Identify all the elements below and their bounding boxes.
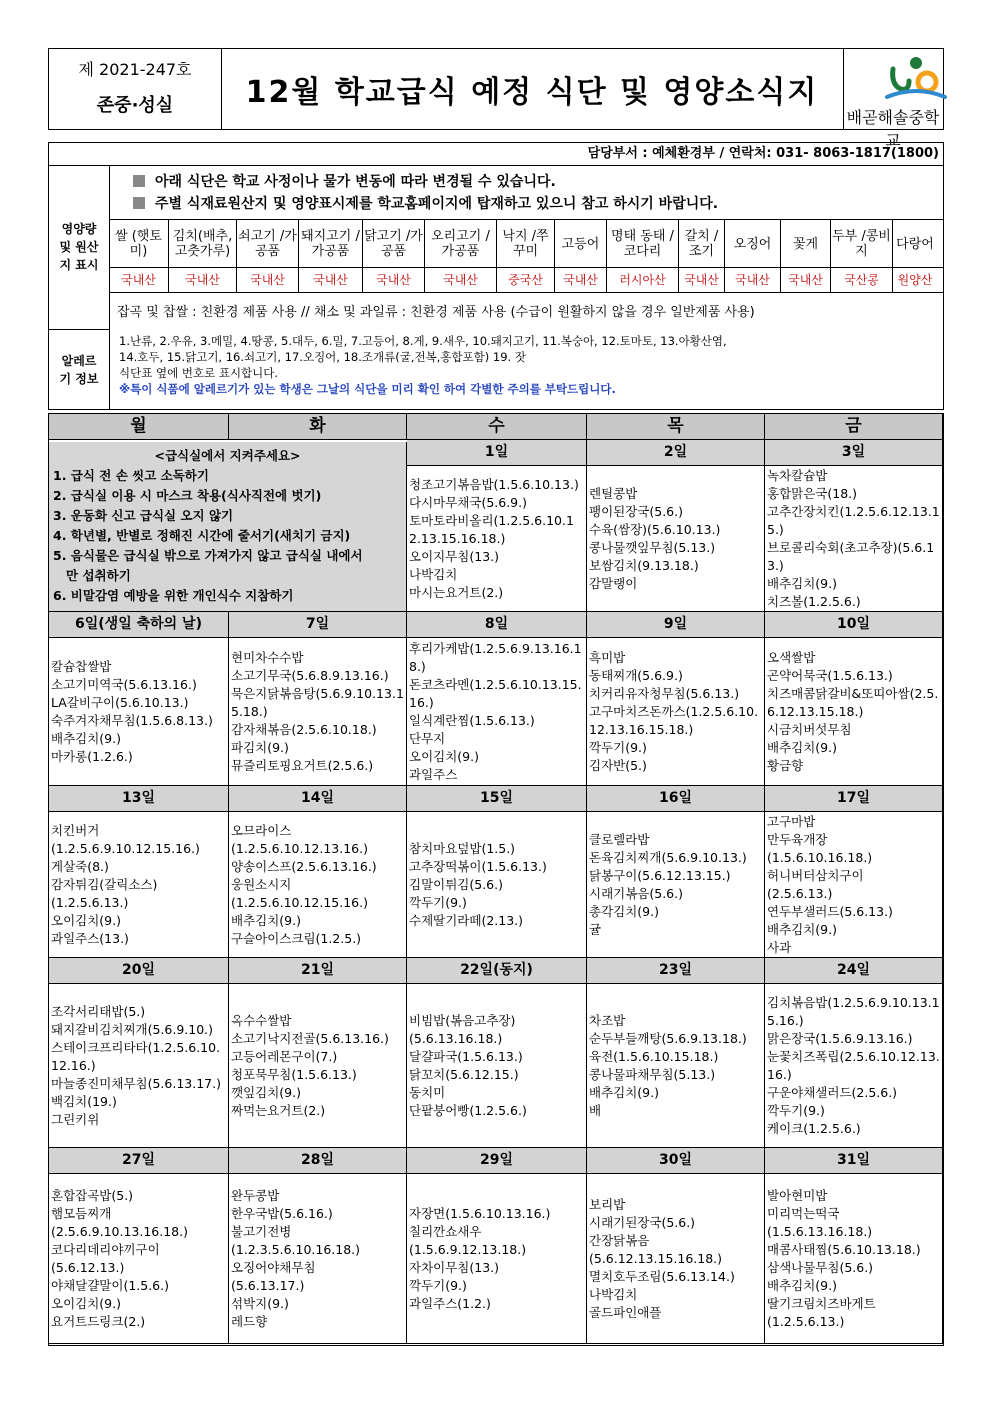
date-header: 17일	[765, 786, 943, 812]
date-header: 2일	[587, 440, 765, 466]
menu-item: 혼합잡곡밥(5.)	[51, 1187, 134, 1203]
allergy-label: 알레르기 정보	[49, 329, 110, 410]
menu-item: 배추김치(9.)	[589, 1084, 659, 1100]
menu-item: 과일주스	[409, 766, 458, 782]
school-logo-icon	[883, 55, 949, 101]
menu-item: (1.5.6.10.16.18.)	[767, 849, 873, 865]
date-header: 9일	[587, 612, 765, 638]
cafeteria-rules	[49, 442, 407, 612]
date-header: 16일	[587, 786, 765, 812]
date-header: 28일	[229, 1148, 407, 1174]
menu-item: 숙주겨자채무침(1.5.6.8.13.)	[51, 712, 213, 728]
menu-item: LA갈비구이(5.6.10.13.)	[51, 694, 189, 710]
menu-item: 시금치버섯무침	[767, 721, 852, 737]
menu-item: 만두육개장	[767, 831, 828, 847]
menu-item: 후리가케밥(1.2.5.6.9.13.16.18.)	[409, 640, 582, 674]
menu-item: 치즈매콤닭갈비&또띠아쌈(2.5.6.12.13.15.18.)	[767, 685, 939, 719]
menu-item: (1.2.3.5.6.10.16.18.)	[231, 1241, 361, 1257]
menu-item: 나박김치	[589, 1286, 638, 1302]
menu-item: 과일주스(1.2.)	[409, 1295, 491, 1311]
menu-cell	[49, 984, 229, 1148]
menu-item: 고구마치즈돈까스(1.2.5.6.10.12.13.16.15.18.)	[589, 703, 759, 737]
menu-item: 소고기낙지전골(5.6.13.16.)	[231, 1030, 389, 1046]
origin-label: 영양량 및 원산지 표시	[49, 165, 110, 329]
menu-item: 섞박지(9.)	[231, 1295, 289, 1311]
menu-item: 조각서리태밥(5.)	[51, 1003, 146, 1019]
menu-item: 햄모듬찌개	[51, 1205, 112, 1221]
menu-item: 클로렐라밥	[589, 831, 650, 847]
menu-item: 한우국밥(5.6.16.)	[231, 1205, 333, 1221]
menu-item: (1.2.5.6.9.10.12.15.16.)	[51, 840, 200, 856]
origin-item: 쌀 (햇토미)	[109, 220, 169, 268]
rules-list	[49, 466, 406, 606]
menu-item: 마카롱(1.2.6.)	[51, 748, 133, 764]
menu-item: 눈꽃치즈폭립(2.5.6.10.12.13.16.)	[767, 1048, 940, 1082]
rule-item: 5. 음식물은 급식실 밖으로 가져가지 않고 급식실 내에서	[53, 548, 363, 563]
origin-item: 꽃게	[781, 220, 831, 268]
allergy-line: 식단표 옆에 번호로 표시합니다.	[119, 366, 279, 380]
date-header: 6일(생일 축하의 날)	[49, 612, 229, 638]
rule-item: 3. 운동화 신고 급식실 오지 않기	[53, 508, 234, 523]
menu-item: 수육(쌈장)(5.6.10.13.)	[589, 521, 721, 537]
menu-item: (1.5.6.9.12.13.18.)	[409, 1241, 527, 1257]
menu-item: 오므라이스	[231, 822, 292, 838]
menu-item: 완두콩밥	[231, 1187, 280, 1203]
date-header: 27일	[49, 1148, 229, 1174]
menu-item: (1.2.5.6.13.)	[51, 894, 129, 910]
origin-item: 오리고기 /가공품	[425, 220, 497, 268]
menu-item: 불고기전병	[231, 1223, 292, 1239]
menu-item: 김자반(5.)	[589, 757, 647, 773]
menu-item: 동태찌개(5.6.9.)	[589, 667, 683, 683]
menu-item: 브로콜리숙회(초고추장)(5.6.13.)	[767, 539, 935, 573]
menu-item: 코다리데리야끼구이	[51, 1241, 160, 1257]
menu-item: 치즈볼(1.2.5.6.)	[767, 593, 861, 609]
menu-item: 백김치(19.)	[51, 1093, 117, 1109]
menu-item: 닭봉구이(5.6.12.13.15.)	[589, 867, 731, 883]
menu-item: 오색쌀밥	[767, 649, 816, 665]
menu-item: (5.6.13.17.)	[231, 1277, 305, 1293]
menu-item: 귤	[589, 921, 602, 937]
menu-item: 배	[589, 1102, 602, 1118]
menu-item: 케이크(1.2.5.6.)	[767, 1120, 861, 1136]
school-motto: 존중·성실	[96, 95, 174, 116]
origin-value: 국내산	[363, 268, 425, 292]
date-header: 23일	[587, 958, 765, 984]
rule-item: 2. 급식실 이용 시 마스크 착용(식사직전에 벗기)	[53, 488, 322, 503]
date-header: 8일	[407, 612, 587, 638]
menu-item: 사과	[767, 939, 792, 955]
school-cell	[843, 49, 943, 150]
origin-value: 원양산	[897, 272, 933, 287]
menu-cell	[587, 1174, 765, 1344]
notice-list	[133, 171, 718, 215]
menu-item: 레드향	[231, 1313, 268, 1329]
menu-item: 깍두기(9.)	[589, 739, 647, 755]
menu-item: 배추김치(9.)	[767, 739, 837, 755]
menu-item: 매콤사태찜(5.6.10.13.18.)	[767, 1241, 921, 1257]
menu-cell	[765, 812, 943, 958]
origin-item: 고등어	[555, 220, 607, 268]
menu-item: 차조밥	[589, 1012, 626, 1028]
origin-item: 명태 동태 /코다리	[607, 220, 679, 268]
menu-cell	[587, 812, 765, 958]
menu-item: 순두부들깨탕(5.6.9.13.18.)	[589, 1030, 747, 1046]
menu-item: 오이김치(9.)	[51, 912, 121, 928]
menu-item: 깍두기(9.)	[409, 1277, 467, 1293]
origin-value: 국내산	[725, 268, 781, 292]
menu-cell	[765, 984, 943, 1148]
menu-item: 닭꼬치(5.6.12.15.)	[409, 1066, 519, 1082]
menu-item: (1.2.5.6.10.12.15.16.)	[231, 894, 368, 910]
menu-item: 깍두기(9.)	[409, 894, 467, 910]
menu-item: 시래기볶음(5.6.)	[589, 885, 683, 901]
notice-item: 아래 식단은 학교 사정이나 물가 변동에 따라 변경될 수 있습니다.	[133, 171, 718, 193]
origin-value: 국내산	[237, 268, 299, 292]
date-header: 21일	[229, 958, 407, 984]
menu-item: 팽이된장국(5.6.)	[589, 503, 683, 519]
menu-item: 옥수수쌀밥	[231, 1012, 292, 1028]
origin-value: 중국산	[497, 268, 555, 292]
menu-item: 현미차수수밥	[231, 649, 304, 665]
menu-item: 고등어레몬구이(7.)	[231, 1048, 338, 1064]
page-title: 12월 학교급식 예정 식단 및 영양소식지	[221, 49, 844, 129]
grain-note: 잡곡 및 찹쌀 : 친환경 제품 사용 // 채소 및 과일류 : 친환경 제품 사용 (수급이 원활하지 않을 경우 일반제품 사용)	[117, 305, 755, 320]
rule-item: 1. 급식 전 손 씻고 소독하기	[53, 468, 209, 483]
origin-items-row	[109, 219, 943, 268]
menu-item: 깍두기(9.)	[767, 1102, 825, 1118]
origin-value: 국내산	[109, 268, 169, 292]
menu-item: 돈육김치찌개(5.6.9.10.13.)	[589, 849, 747, 865]
menu-item: 홍합맑은국(18.)	[767, 485, 858, 501]
menu-item: 야채달걀말이(1.5.6.)	[51, 1277, 169, 1293]
menu-item: 연두부샐러드(5.6.13.)	[767, 903, 893, 919]
rules-title: <급식실에서 지켜주세요>	[154, 448, 301, 463]
menu-item: 감자튀김(갈릭소스)	[51, 876, 158, 892]
menu-cell	[229, 984, 407, 1148]
bullet-icon	[133, 175, 145, 187]
menu-item: 녹차칼슘밥	[767, 467, 828, 483]
date-header: 15일	[407, 786, 587, 812]
weekday-header: 수	[407, 414, 587, 440]
menu-item: 배추김치(9.)	[231, 912, 301, 928]
menu-cell	[229, 1174, 407, 1344]
menu-item: 구슬아이스크림(1.2.5.)	[231, 930, 362, 946]
menu-item: 고추장떡볶이(1.5.6.13.)	[409, 858, 547, 874]
menu-item: 흑미밥	[589, 649, 626, 665]
origin-value: 국산콩	[831, 268, 893, 292]
menu-cell	[407, 1174, 587, 1344]
origin-item: 낙지 /쭈꾸미	[497, 220, 555, 268]
origin-item: 다랑어	[896, 236, 934, 252]
menu-item: 곤약어묵국(1.5.6.13.)	[767, 667, 893, 683]
menu-item: 미리먹는떡국	[767, 1205, 840, 1221]
weekday-header: 화	[229, 414, 407, 440]
date-header: 24일	[765, 958, 943, 984]
menu-item: 뮤즐리토핑요거트(2.5.6.)	[231, 757, 374, 773]
department-contact: 담당부서 : 예체환경부 / 연락처: 031- 8063-1817(1800)	[49, 143, 943, 166]
menu-item: 마늘종진미채무침(5.6.13.17.)	[51, 1075, 221, 1091]
menu-item: 수제딸기라떼(2.13.)	[409, 912, 524, 928]
date-header: 22일(동지)	[407, 958, 587, 984]
menu-item: 오징어야채무침	[231, 1259, 316, 1275]
menu-item: 스테이크프리타타(1.2.5.6.10.12.16.)	[51, 1039, 221, 1073]
rule-item: 만 섭취하기	[53, 568, 131, 583]
origin-item: 돼지고기 /가공품	[299, 220, 363, 268]
menu-item: 배추김치(9.)	[767, 1277, 837, 1293]
menu-item: 달걀파국(1.5.6.13.)	[409, 1048, 523, 1064]
menu-item: 일식계란찜(1.5.6.13.)	[409, 712, 535, 728]
header-box	[48, 48, 944, 150]
menu-item: 짜먹는요거트(2.)	[231, 1102, 326, 1118]
menu-cell	[587, 466, 765, 612]
menu-cell	[587, 984, 765, 1148]
allergy-warning: ※특이 식품에 알레르기가 있는 학생은 그날의 식단을 미리 확인 하여 각별한 주의를 부탁드립니다.	[119, 382, 616, 396]
date-header: 31일	[765, 1148, 943, 1174]
menu-item: (2.5.6.9.10.13.16.18.)	[51, 1223, 188, 1239]
origin-value: 국내산	[781, 268, 831, 292]
date-header: 7일	[229, 612, 407, 638]
menu-item: 감자채볶음(2.5.6.10.18.)	[231, 721, 377, 737]
menu-item: 돼지갈비김치찌개(5.6.9.10.)	[51, 1021, 214, 1037]
menu-item: 허니버터삼치구이	[767, 867, 864, 883]
menu-cell	[49, 638, 229, 786]
menu-item: 칠리깐쇼새우	[409, 1223, 482, 1239]
menu-item: 렌틸콩밥	[589, 485, 638, 501]
origin-value: 러시아산	[607, 268, 679, 292]
menu-item: (5.6.12.13.15.16.18.)	[589, 1250, 723, 1266]
menu-item: 단팥붕어빵(1.2.5.6.)	[409, 1102, 527, 1118]
menu-item: 육전(1.5.6.10.15.18.)	[589, 1048, 719, 1064]
menu-item: 구운야채샐러드(2.5.6.)	[767, 1084, 898, 1100]
date-header: 29일	[407, 1148, 587, 1174]
menu-item: 웅원소시지	[231, 876, 292, 892]
menu-cell	[407, 984, 587, 1148]
origin-values-row	[109, 267, 943, 293]
menu-item: 배추김치(9.)	[767, 575, 837, 591]
menu-item: 자차이무침(13.)	[409, 1259, 500, 1275]
menu-item: 딸기크림치즈바게트	[767, 1295, 876, 1311]
menu-item: 보쌈김치(9.13.18.)	[589, 557, 699, 573]
menu-item: 콩나물파채무침(5.13.)	[589, 1066, 716, 1082]
menu-item: 맑은장국(1.5.6.9.13.16.)	[767, 1030, 913, 1046]
origin-item: 김치(배추, 고춧가루)	[169, 220, 237, 268]
menu-item: 과일주스(13.)	[51, 930, 129, 946]
school-name: 배곧해솔중학교	[846, 108, 940, 150]
meal-calendar	[48, 413, 944, 1346]
origin-value: 국내산	[679, 268, 725, 292]
weekday-header: 월	[49, 414, 229, 440]
date-header: 10일	[765, 612, 943, 638]
date-header: 1일	[407, 440, 587, 466]
menu-item: 동치미	[409, 1084, 446, 1100]
menu-item: 고구마밥	[767, 813, 816, 829]
menu-cell	[229, 638, 407, 786]
menu-item: 소고기미역국(5.6.13.16.)	[51, 676, 197, 692]
origin-value: 국내산	[425, 268, 497, 292]
menu-item: 비빔밥(볶음고추장)	[409, 1012, 516, 1028]
issue-number: 제 2021-247호	[78, 60, 192, 79]
menu-item: 파김치(9.)	[231, 739, 289, 755]
menu-cell	[49, 1174, 229, 1344]
origin-item: 닭고기 /가공품	[363, 220, 425, 268]
menu-cell	[49, 812, 229, 958]
menu-cell	[229, 812, 407, 958]
menu-item: 마시는요거트(2.)	[409, 584, 504, 600]
menu-item: 발아현미밥	[767, 1187, 828, 1203]
menu-item: 멸치호두조림(5.6.13.14.)	[589, 1268, 735, 1284]
menu-item: 참치마요덮밥(1.5.)	[409, 840, 516, 856]
menu-item: 청포묵무침(1.5.6.13.)	[231, 1066, 357, 1082]
rule-item: 6. 비말감염 예방을 위한 개인식수 지참하기	[53, 588, 294, 603]
menu-item: (1.2.5.6.13.)	[767, 1313, 845, 1329]
origin-value: 국내산	[169, 268, 237, 292]
menu-item: 황금향	[767, 757, 804, 773]
origin-item: 오징어	[725, 220, 781, 268]
origin-value: 국내산	[299, 268, 363, 292]
menu-item: 그린키위	[51, 1111, 100, 1127]
menu-item: (1.5.6.13.16.18.)	[767, 1223, 873, 1239]
menu-item: 청조고기볶음밥(1.5.6.10.13.)	[409, 476, 579, 492]
menu-cell	[587, 638, 765, 786]
bullet-icon	[133, 197, 145, 209]
menu-item: 토마토라비올리(1.2.5.6.10.12.13.15.16.18.)	[409, 512, 574, 546]
menu-item: 김말이튀김(5.6.)	[409, 876, 503, 892]
rule-item: 4. 학년별, 반별로 정해진 시간에 줄서기(새치기 금지)	[53, 528, 351, 543]
menu-cell	[765, 466, 943, 612]
menu-item: 오이김치(9.)	[409, 748, 479, 764]
menu-item: 골드파인애플	[589, 1304, 662, 1320]
menu-item: 요거트드링크(2.)	[51, 1313, 146, 1329]
notice-item: 주별 식재료원산지 및 영양표시제를 학교홈페이지에 탑재하고 있으니 참고 하시기 바랍니다.	[133, 193, 718, 215]
menu-item: 소고기무국(5.6.8.9.13.16.)	[231, 667, 389, 683]
menu-item: 배추김치(9.)	[767, 921, 837, 937]
menu-item: 고추간장치킨(1.2.5.6.12.13.15.)	[767, 503, 940, 537]
menu-item: (5.6.13.16.18.)	[409, 1030, 503, 1046]
menu-cell	[407, 812, 587, 958]
menu-item: 김치볶음밥(1.2.5.6.9.10.13.15.16.)	[767, 994, 940, 1028]
allergy-info	[119, 333, 727, 397]
menu-item: 총각김치(9.)	[589, 903, 659, 919]
menu-item: 양송이스프(2.5.6.13.16.)	[231, 858, 377, 874]
menu-item: 단무지	[409, 730, 446, 746]
allergy-line: 1.난류, 2.우유, 3.메밀, 4.땅콩, 5.대두, 6.밀, 7.고등어, 8.게, 9.새우, 10.돼지고기, 11.복숭아, 12.토마토, 13.아황산염,	[119, 334, 727, 348]
menu-item: 배추김치(9.)	[51, 730, 121, 746]
menu-item: 다시마무채국(5.6.9.)	[409, 494, 527, 510]
allergy-line: 14.호두, 15.닭고기, 16.쇠고기, 17.오징어, 18.조개류(굴,전복,홍합포함) 19. 잣	[119, 350, 526, 364]
date-header: 30일	[587, 1148, 765, 1174]
menu-cell	[407, 466, 587, 612]
menu-item: (2.5.6.13.)	[767, 885, 833, 901]
menu-cell	[765, 638, 943, 786]
menu-cell	[407, 638, 587, 786]
menu-item: 삼색나물무침(5.6.)	[767, 1259, 874, 1275]
menu-item: 깻잎김치(9.)	[231, 1084, 301, 1100]
info-box	[48, 142, 944, 410]
menu-item: 간장닭볶음	[589, 1232, 650, 1248]
menu-item: 보리밥	[589, 1196, 626, 1212]
menu-item: 묵은지닭볶음탕(5.6.9.10.13.15.18.)	[231, 685, 404, 719]
menu-item: 오이김치(9.)	[51, 1295, 121, 1311]
menu-item: 나박김치	[409, 566, 458, 582]
menu-item: 시래기된장국(5.6.)	[589, 1214, 696, 1230]
weekday-header: 목	[587, 414, 765, 440]
menu-item: 자장면(1.5.6.10.13.16.)	[409, 1205, 551, 1221]
menu-item: 치커리유자청무침(5.6.13.)	[589, 685, 740, 701]
menu-cell	[765, 1174, 943, 1344]
menu-item: 오이지무침(13.)	[409, 548, 500, 564]
issue-cell	[49, 49, 222, 129]
origin-item: 쇠고기 /가공품	[237, 220, 299, 268]
menu-item: 감말랭이	[589, 575, 638, 591]
date-header: 14일	[229, 786, 407, 812]
menu-item: (5.6.12.13.)	[51, 1259, 125, 1275]
weekday-header: 금	[765, 414, 943, 440]
menu-item: 게살죽(8.)	[51, 858, 109, 874]
origin-item: 두부 /콩비지	[831, 220, 893, 268]
menu-item: 콩나물깻잎무침(5.13.)	[589, 539, 716, 555]
origin-value: 국내산	[555, 268, 607, 292]
menu-item: 돈코츠라멘(1.2.5.6.10.13.15.16.)	[409, 676, 582, 710]
date-header: 3일	[765, 440, 943, 466]
menu-item: (1.2.5.6.10.12.13.16.)	[231, 840, 368, 856]
date-header: 13일	[49, 786, 229, 812]
date-header: 20일	[49, 958, 229, 984]
menu-item: 칼슘찹쌀밥	[51, 658, 112, 674]
menu-item: 치킨버거	[51, 822, 100, 838]
origin-item: 갈치 /조기	[679, 220, 725, 268]
